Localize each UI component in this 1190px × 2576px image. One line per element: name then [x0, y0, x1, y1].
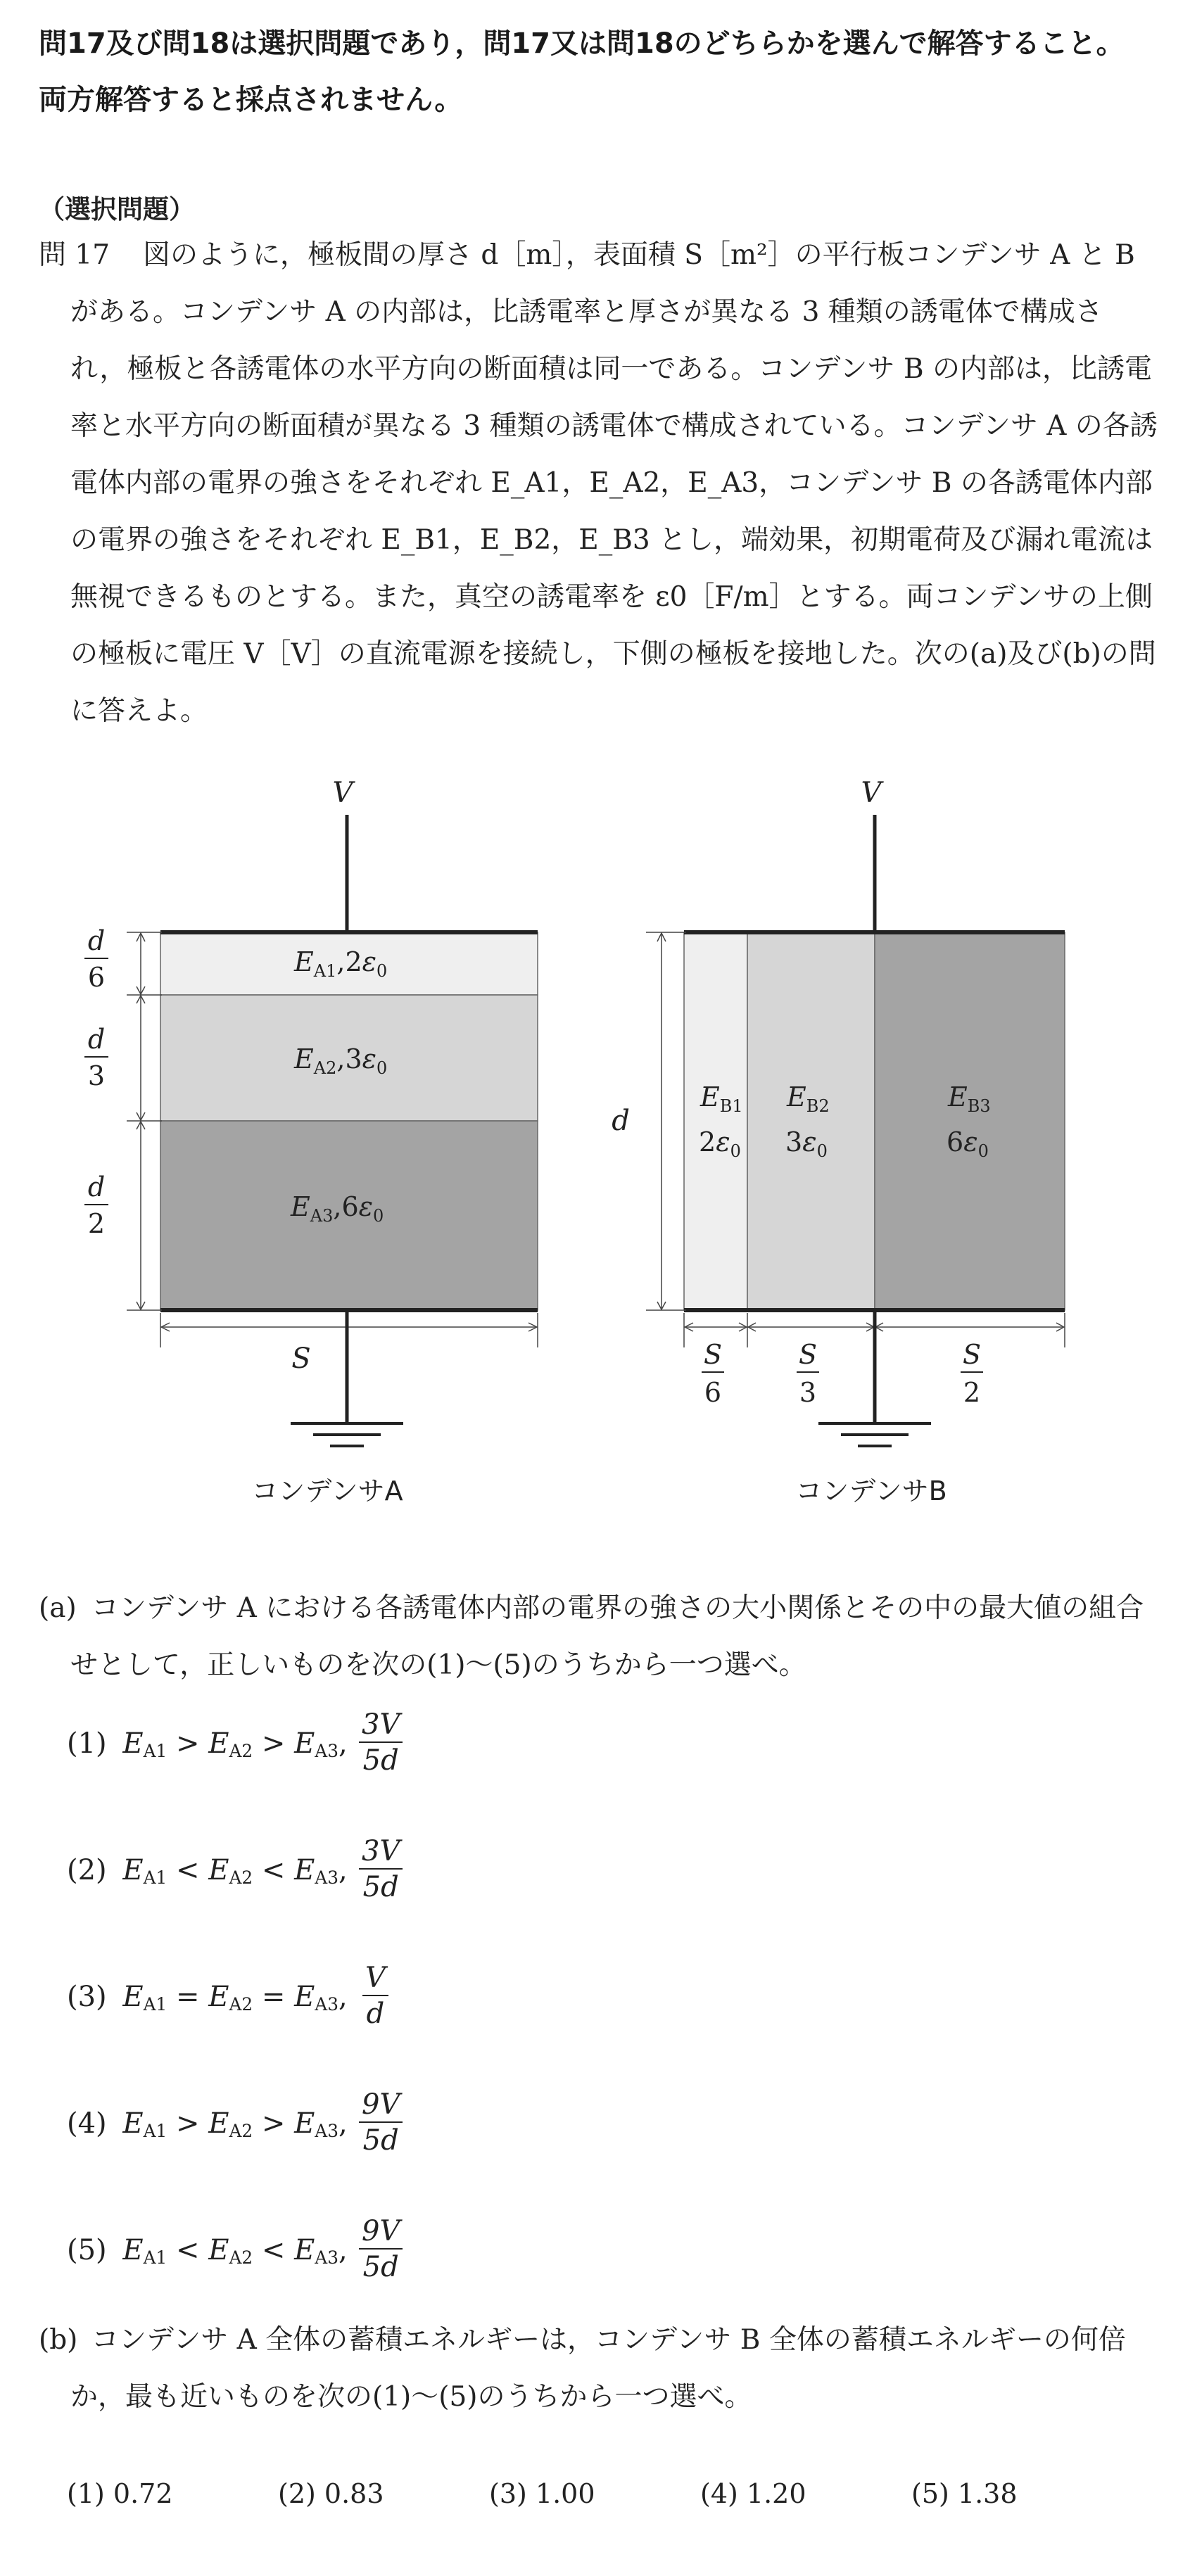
- cap-b-section-3-field: $E_{B3}$: [948, 1081, 991, 1116]
- cap-a-layer-1-label: $E_{A1},2\varepsilon_0$: [294, 946, 388, 981]
- option-a-3[interactable]: (3) $E_{A1} = E_{A2} = E_{A3}$, $\frac{V}{d}$: [67, 1981, 348, 2015]
- question-a-text: コンデンサ A における各誘電体内部の電界の強さの大小関係とその中の最大値の組合せとして，正しいものを次の(1)～(5)のうちから一つ選べ。: [70, 1592, 1144, 1681]
- option-a-5[interactable]: (5) $E_{A1} < E_{A2} < E_{A3}$, $\frac{9V}{5d}$: [67, 2234, 348, 2268]
- cap-b-section-1: [684, 932, 747, 1310]
- svg-text:S: S: [962, 1339, 982, 1370]
- cap-b-section-1-field: $E_{B1}$: [700, 1081, 743, 1116]
- option-b-5[interactable]: (5) 1.38: [911, 2478, 1018, 2509]
- cap-a-ground-icon: [291, 1423, 403, 1446]
- option-a-2[interactable]: (2) $E_{A1} < E_{A2} < E_{A3}$, $\frac{3V}{5d}$: [67, 1854, 348, 1888]
- svg-text:6: 6: [87, 962, 106, 993]
- cap-b-area-2: [797, 1339, 819, 1408]
- svg-text:d: d: [87, 1024, 106, 1055]
- cap-b-section-1-perm: $2\varepsilon_0$: [699, 1127, 741, 1161]
- cap-a-area-label: S: [291, 1343, 311, 1375]
- cap-b-caption: コンデンサB: [795, 1476, 947, 1506]
- capacitor-b-diagram: [612, 777, 1065, 1506]
- problem-number: 問 17: [39, 239, 110, 271]
- cap-a-thickness-2: [84, 1024, 108, 1091]
- option-b-2[interactable]: (2) 0.83: [278, 2478, 384, 2509]
- cap-b-section-3-perm: $6\varepsilon_0$: [947, 1127, 989, 1161]
- problem-body: 図のように，極板間の厚さ d［m］，表面積 S［m²］の平行板コンデンサ A と B がある。コンデンサ A の内部は，比誘電率と厚さが異なる 3 種類の誘電体で構成され，極板と各誘電体の水平方向の断面積は同一である。コンデンサ B の内部は，比誘電率と水平方向の断面積が異なる 3 種類の誘電体で構成されている。コンデンサ A の各誘電体内部の電界の強さをそれぞれ E_A1，E_A2，E_A3，コンデンサ B の各誘電体内部の電界の強さをそれぞれ E_B1，E_B2，E_B3 とし，端効果，初期電荷及び漏れ電流は無視できるものとする。また，真空の誘電率を ε0［F/m］とする。両コンデンサの上側の極板に電圧 V［V］の直流電源を接続し，下側の極板を接地した。次の(a)及び(b)の問に答えよ。: [70, 239, 1158, 727]
- cap-b-area-3: [961, 1339, 983, 1408]
- svg-text:2: 2: [87, 1208, 106, 1239]
- question-a-label: (a): [39, 1592, 77, 1624]
- question-b-text: コンデンサ A 全体の蓄積エネルギーは，コンデンサ B 全体の蓄積エネルギーの何倍か，最も近いものを次の(1)～(5)のうちから一つ選べ。: [70, 2324, 1126, 2413]
- svg-text:S: S: [798, 1339, 818, 1370]
- cap-a-thickness-1: [84, 925, 108, 993]
- notice-line-1: 問17及び問18は選択問題であり，問17又は問18のどちらかを選んで解答すること。: [39, 27, 1125, 60]
- svg-text:2: 2: [963, 1377, 981, 1408]
- cap-b-section-3: [875, 932, 1065, 1310]
- section-heading: （選択問題）: [39, 194, 195, 224]
- svg-text:3: 3: [87, 1060, 106, 1091]
- capacitor-a-diagram: [84, 777, 538, 1506]
- notice-line-2: 両方解答すると採点されません。: [39, 84, 463, 116]
- option-b-1[interactable]: (1) 0.72: [67, 2478, 173, 2509]
- cap-b-ground-icon: [818, 1423, 931, 1446]
- option-b-3[interactable]: (3) 1.00: [489, 2478, 595, 2509]
- cap-b-voltage-label: V: [861, 777, 882, 809]
- cap-a-layer-2-label: $E_{A2},3\varepsilon_0$: [294, 1043, 388, 1078]
- svg-text:d: d: [87, 925, 106, 956]
- option-a-1[interactable]: (1) $E_{A1} > E_{A2} > E_{A3}$, $\frac{3V}{5d}$: [67, 1727, 348, 1761]
- cap-b-height-label: d: [612, 1105, 630, 1137]
- option-b-4[interactable]: (4) 1.20: [700, 2478, 806, 2509]
- svg-text:6: 6: [704, 1377, 722, 1408]
- svg-text:S: S: [703, 1339, 723, 1370]
- cap-b-section-2-perm: $3\varepsilon_0$: [785, 1127, 828, 1161]
- cap-b-area-1: [702, 1339, 724, 1408]
- cap-b-section-2-field: $E_{B2}$: [787, 1081, 830, 1116]
- cap-a-thickness-3: [84, 1172, 108, 1239]
- cap-a-caption: コンデンサA: [251, 1476, 403, 1506]
- cap-a-voltage-label: V: [332, 777, 353, 809]
- question-a: [39, 1580, 1158, 1694]
- svg-text:d: d: [87, 1172, 106, 1203]
- cap-b-section-2: [747, 932, 875, 1310]
- question-b: [39, 2311, 1158, 2425]
- option-a-4[interactable]: (4) $E_{A1} > E_{A2} > E_{A3}$, $\frac{9V}{5d}$: [67, 2107, 348, 2141]
- question-b-label: (b): [39, 2324, 78, 2356]
- cap-a-layer-3-label: $E_{A3},6\varepsilon_0$: [291, 1191, 384, 1226]
- svg-text:3: 3: [799, 1377, 817, 1408]
